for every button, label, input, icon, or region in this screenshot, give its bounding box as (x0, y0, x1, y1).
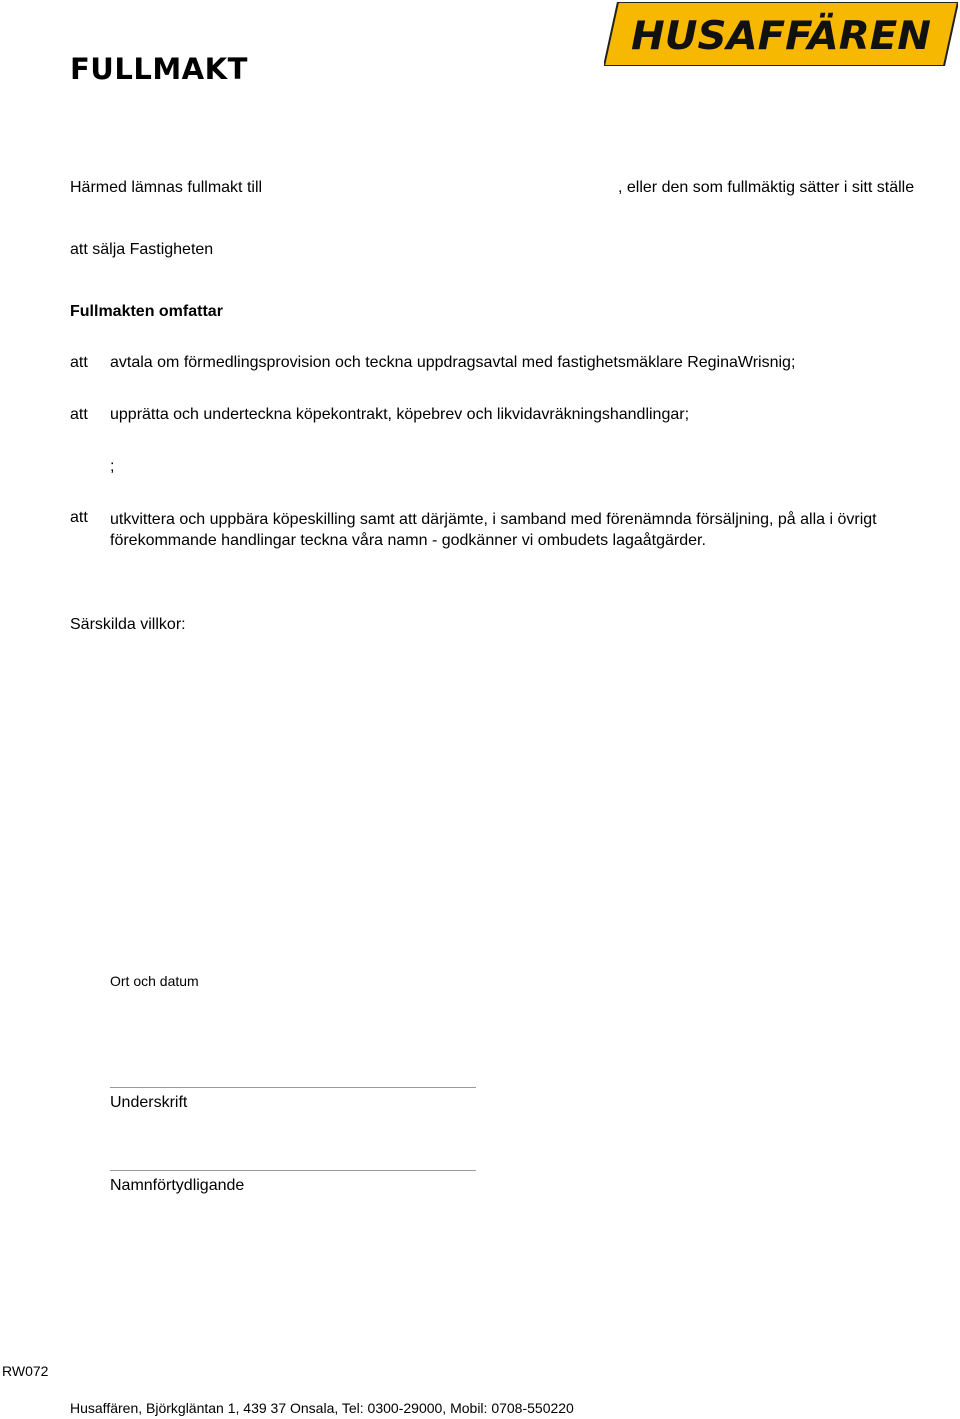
signature-label: Underskrift (110, 1094, 188, 1111)
scope-item-2-prefix: att (70, 406, 88, 423)
document-title: FULLMAKT (70, 52, 248, 86)
place-date-label: Ort och datum (110, 973, 199, 989)
name-line (110, 1170, 476, 1171)
scope-item-4-text: utkvittera och uppbära köpeskilling samt att därjämte, i samband med förenämnda försäljning, på alla i övrigt förekommande handlingar teckna våra namn - godkänner vi ombudets lagaåtgärder. (110, 511, 877, 549)
purpose-text: att sälja Fastigheten (70, 241, 214, 258)
logo-text: HUSAFFÄREN (631, 14, 922, 59)
scope-item-2-text: upprätta och underteckna köpekontrakt, köpebrev och likvidavräkningshandlingar; (110, 406, 690, 423)
special-terms-label: Särskilda villkor: (70, 616, 186, 633)
scope-item-1-text: avtala om förmedlingsprovision och teckna uppdragsavtal med fastighetsmäklare ReginaWrisnig; (110, 354, 796, 371)
name-clarification-label: Namnförtydligande (110, 1177, 245, 1194)
intro-tail: , eller den som fullmäktig sätter i sitt ställe (618, 179, 915, 196)
husaffaren-logo (604, 2, 958, 66)
signature-line (110, 1087, 476, 1088)
scope-item-1-prefix: att (70, 354, 88, 371)
intro-lead: Härmed lämnas fullmakt till (70, 179, 263, 196)
scope-item-4-prefix: att (70, 509, 88, 526)
form-code: RW072 (2, 1363, 49, 1379)
footer-address: Husaffären, Björkgläntan 1, 439 37 Onsala, Tel: 0300-29000, Mobil: 0708-550220 (70, 1400, 574, 1416)
scope-item-3-text: ; (110, 458, 115, 475)
scope-heading: Fullmakten omfattar (70, 303, 223, 320)
